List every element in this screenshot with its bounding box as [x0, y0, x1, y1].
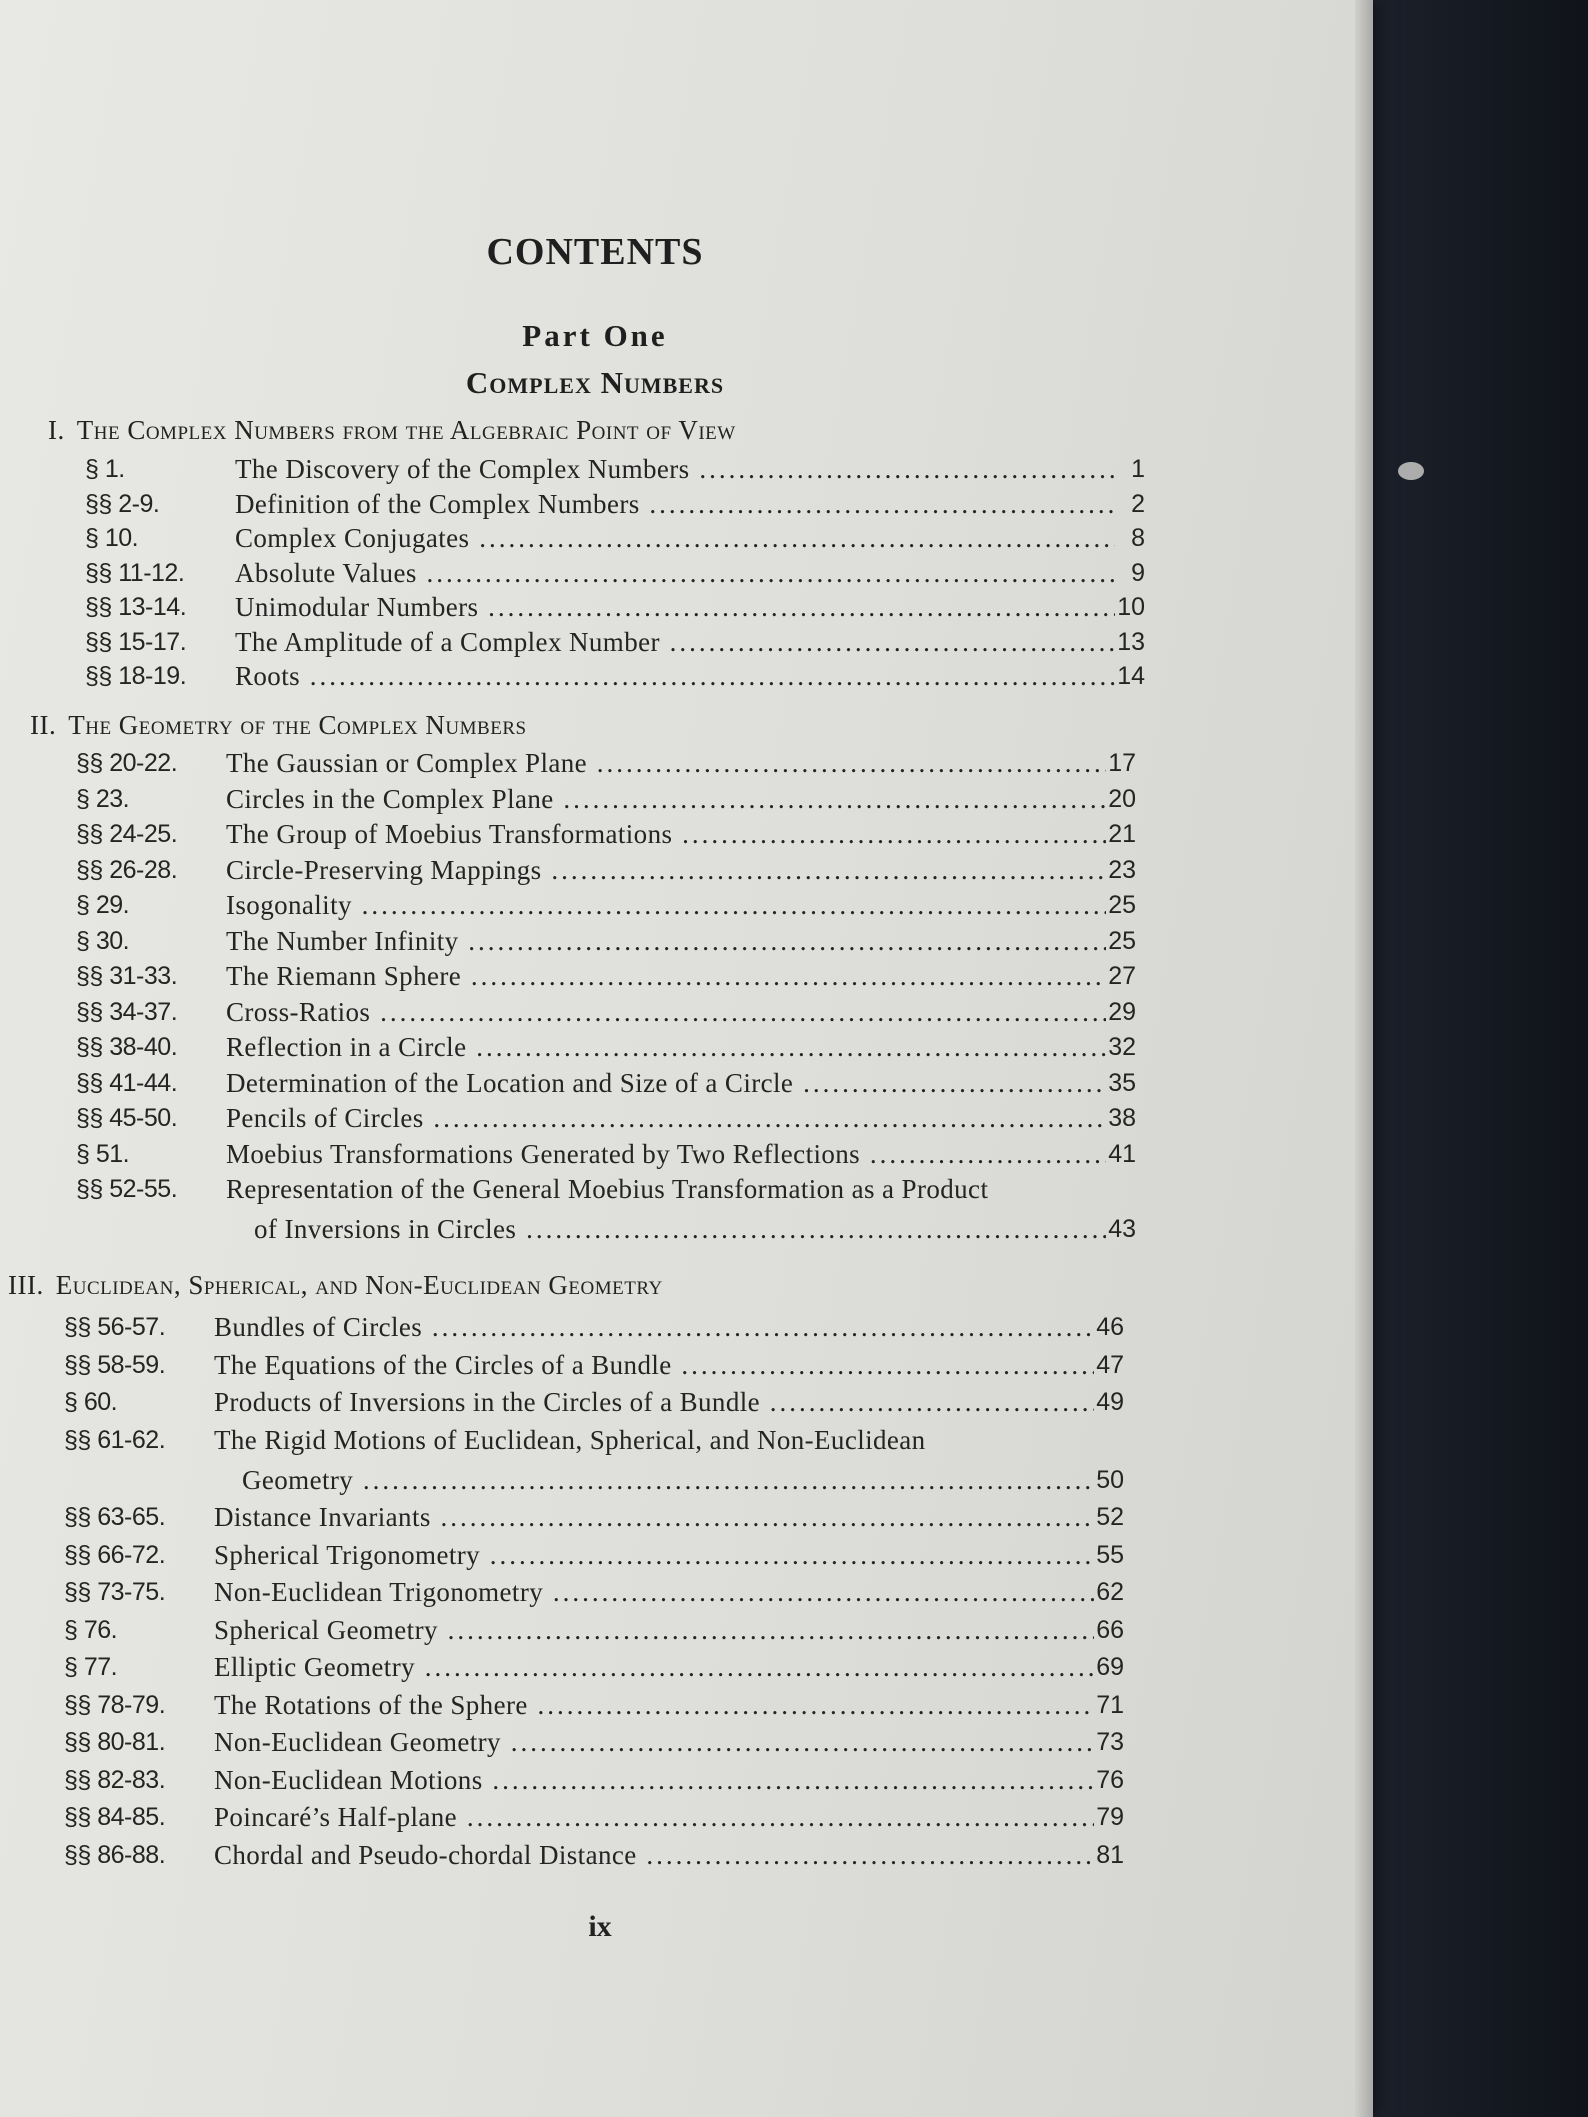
page-reference: 81 [1096, 1840, 1124, 1869]
page-reference: 46 [1096, 1313, 1124, 1341]
section-number: § 76. [64, 1615, 118, 1644]
toc-entry[interactable] [64, 1613, 1264, 1647]
entry-title: Reflection in a Circle ..... [226, 1030, 1106, 1064]
page-reference: 71 [1096, 1690, 1124, 1719]
page-reference: 23 [1108, 855, 1136, 884]
page-reference: 13 [1117, 627, 1145, 656]
section-number: §§ 56-57. [64, 1313, 166, 1341]
toc-entry[interactable] [64, 1838, 1264, 1872]
toc-entry[interactable] [76, 782, 1276, 816]
entry-title: The Riemann Sphere ..... [226, 959, 1106, 993]
entry-title: Chordal and Pseudo-chordal Distance ..... [214, 1838, 1094, 1872]
chapter-title: The Complex Numbers from the Algebraic Point of View [76, 415, 736, 445]
page-reference: 9 [1131, 558, 1145, 587]
section-number: §§ 38-40. [76, 1033, 178, 1061]
section-number: §§ 61-62. [64, 1425, 166, 1454]
section-number: §§ 82-83. [64, 1765, 166, 1794]
entry-title: Determination of the Location and Size of a Circle ..... [226, 1066, 1106, 1100]
section-number: § 30. [76, 926, 130, 955]
section-number: §§ 2-9. [85, 489, 160, 518]
page-reference: 55 [1096, 1540, 1124, 1569]
toc-entry[interactable] [76, 1172, 1276, 1244]
page-reference: 73 [1096, 1728, 1124, 1756]
section-number: §§ 13-14. [85, 593, 187, 621]
toc-entry[interactable] [76, 1030, 1276, 1064]
section-number: § 29. [76, 891, 130, 919]
section-number: §§ 20-22. [76, 749, 178, 777]
entry-title: Absolute Values ..... [235, 556, 1115, 590]
entry-title: Bundles of Circles ..... [214, 1310, 1094, 1344]
entry-title: Non-Euclidean Motions ..... [214, 1763, 1094, 1797]
page-reference: 47 [1096, 1350, 1124, 1379]
chapter-heading [48, 415, 1048, 446]
toc-entry[interactable] [76, 1137, 1276, 1171]
section-number: §§ 78-79. [64, 1690, 166, 1719]
entry-title: Circle-Preserving Mappings ..... [226, 853, 1106, 887]
section-number: §§ 15-17. [85, 627, 187, 656]
page-smudge [1398, 462, 1424, 480]
entry-title: Non-Euclidean Geometry ..... [214, 1725, 1094, 1759]
page-reference: 2 [1131, 489, 1145, 518]
page-reference: 21 [1108, 820, 1136, 848]
toc-entry[interactable] [76, 853, 1276, 887]
section-number: § 51. [76, 1139, 130, 1168]
page-reference: 27 [1108, 962, 1136, 990]
chapter-number: II. [30, 710, 57, 740]
page-reference: 52 [1096, 1503, 1124, 1531]
entry-title: The Equations of the Circles of a Bundle ..... [214, 1348, 1094, 1382]
entry-title-continued: Geometry ..... [242, 1463, 1094, 1497]
toc-entry[interactable] [76, 817, 1276, 851]
toc-entry[interactable] [76, 1066, 1276, 1100]
page-reference: 41 [1108, 1139, 1136, 1168]
toc-entry[interactable] [76, 1101, 1276, 1135]
page-reference: 1 [1131, 455, 1145, 483]
entry-title: Elliptic Geometry ..... [214, 1650, 1094, 1684]
toc-entry[interactable] [64, 1800, 1264, 1834]
page-reference: 10 [1117, 593, 1145, 621]
toc-entry[interactable] [85, 452, 1285, 486]
entry-title: The Number Infinity ..... [226, 924, 1106, 958]
page-reference: 38 [1108, 1104, 1136, 1132]
toc-entry[interactable] [64, 1423, 1264, 1495]
entry-title: Distance Invariants ..... [214, 1500, 1094, 1534]
section-number: § 1. [85, 455, 125, 483]
toc-entry[interactable] [76, 888, 1276, 922]
entry-title: The Rotations of the Sphere ..... [214, 1688, 1094, 1722]
section-number: §§ 84-85. [64, 1803, 166, 1831]
section-number: §§ 34-37. [76, 997, 178, 1026]
chapter-title: The Geometry of the Complex Numbers [68, 710, 527, 740]
entry-title: The Group of Moebius Transformations ..... [226, 817, 1106, 851]
section-number: §§ 11-12. [85, 558, 185, 587]
page-reference: 49 [1096, 1388, 1124, 1416]
page-reference: 25 [1108, 891, 1136, 919]
entry-title: Unimodular Numbers ..... [235, 590, 1115, 624]
chapter-title: Euclidean, Spherical, and Non-Euclidean Geometry [55, 1270, 663, 1300]
toc-entry[interactable] [64, 1348, 1264, 1382]
toc-entry[interactable] [85, 487, 1285, 521]
toc-entry[interactable] [64, 1310, 1264, 1344]
entry-title: Isogonality ..... [226, 888, 1106, 922]
page-reference: 43 [1108, 1215, 1136, 1243]
entry-title: Definition of the Complex Numbers ..... [235, 487, 1115, 521]
toc-entry[interactable] [64, 1538, 1264, 1572]
toc-entry[interactable] [85, 625, 1285, 659]
toc-entry[interactable] [64, 1575, 1264, 1609]
page-reference: 8 [1131, 524, 1145, 552]
page-reference: 35 [1108, 1068, 1136, 1097]
section-number: § 77. [64, 1653, 118, 1681]
toc-entry[interactable] [76, 924, 1276, 958]
entry-title: Roots ..... [235, 659, 1115, 693]
entry-title: Spherical Geometry ..... [214, 1613, 1094, 1647]
toc-entry[interactable] [76, 995, 1276, 1029]
section-number: §§ 41-44. [76, 1068, 178, 1097]
section-number: §§ 45-50. [76, 1104, 178, 1132]
chapter-heading [30, 710, 1030, 741]
toc-entry[interactable] [85, 521, 1285, 555]
entry-title: Poincaré’s Half-plane ..... [214, 1800, 1094, 1834]
toc-entry[interactable] [76, 959, 1276, 993]
page-reference: 17 [1108, 749, 1136, 777]
section-number: § 23. [76, 784, 130, 813]
page-reference: 69 [1096, 1653, 1124, 1681]
section-number: §§ 66-72. [64, 1540, 166, 1569]
entry-title: Complex Conjugates ..... [235, 521, 1115, 555]
entry-title: Products of Inversions in the Circles of a Bundle ..... [214, 1385, 1094, 1419]
section-number: §§ 63-65. [64, 1503, 166, 1531]
entry-title: Cross-Ratios ..... [226, 995, 1106, 1029]
section-number: §§ 31-33. [76, 962, 178, 990]
page-reference: 14 [1117, 662, 1145, 690]
toc-entry[interactable] [64, 1500, 1264, 1534]
page-reference: 66 [1096, 1615, 1124, 1644]
entry-title: The Rigid Motions of Euclidean, Spherical, and Non-Euclidean [214, 1424, 926, 1455]
entry-title: Non-Euclidean Trigonometry ..... [214, 1575, 1094, 1609]
entry-title: Moebius Transformations Generated by Two Reflections ..... [226, 1137, 1106, 1171]
toc-entry[interactable] [64, 1650, 1264, 1684]
page-reference: 79 [1096, 1803, 1124, 1831]
entry-title: Circles in the Complex Plane ..... [226, 782, 1106, 816]
page-reference: 20 [1108, 784, 1136, 813]
part-label: Part One [522, 318, 668, 353]
section-number: §§ 52-55. [76, 1175, 178, 1203]
entry-title: Pencils of Circles ..... [226, 1101, 1106, 1135]
entry-title: The Gaussian or Complex Plane ..... [226, 746, 1106, 780]
section-number: § 60. [64, 1388, 118, 1416]
section-number: §§ 18-19. [85, 662, 187, 690]
page-reference: 50 [1096, 1465, 1124, 1494]
entry-title: The Amplitude of a Complex Number ..... [235, 625, 1115, 659]
toc-entry[interactable] [85, 556, 1285, 590]
chapter-heading [8, 1270, 1008, 1301]
toc-entry[interactable] [64, 1725, 1264, 1759]
section-number: §§ 26-28. [76, 855, 178, 884]
section-number: §§ 73-75. [64, 1578, 166, 1606]
page-reference: 32 [1108, 1033, 1136, 1061]
toc-entry[interactable] [64, 1385, 1264, 1419]
section-number: §§ 86-88. [64, 1840, 166, 1869]
chapter-number: I. [48, 415, 65, 445]
chapter-number: III. [8, 1270, 44, 1300]
toc-entry[interactable] [64, 1688, 1264, 1722]
section-number: § 10. [85, 524, 139, 552]
toc-entry[interactable] [85, 590, 1285, 624]
part-title: Complex Numbers [465, 365, 725, 400]
toc-entry[interactable] [64, 1763, 1264, 1797]
toc-entry[interactable] [85, 659, 1285, 693]
page-reference: 62 [1096, 1578, 1124, 1606]
section-number: §§ 58-59. [64, 1350, 166, 1379]
entry-title: The Discovery of the Complex Numbers ..... [235, 452, 1115, 486]
page-number: ix [588, 1910, 612, 1943]
section-number: §§ 24-25. [76, 820, 178, 848]
contents-heading: CONTENTS [486, 231, 704, 273]
toc-entry[interactable] [76, 746, 1276, 780]
page-reference: 29 [1108, 997, 1136, 1026]
entry-title: Representation of the General Moebius Transformation as a Product [226, 1174, 989, 1204]
book-cover-edge [1340, 0, 1588, 2117]
page-reference: 25 [1108, 926, 1136, 955]
section-number: §§ 80-81. [64, 1728, 166, 1756]
page-reference: 76 [1096, 1765, 1124, 1794]
entry-title-continued: of Inversions in Circles ..... [254, 1212, 1106, 1246]
entry-title: Spherical Trigonometry ..... [214, 1538, 1094, 1572]
